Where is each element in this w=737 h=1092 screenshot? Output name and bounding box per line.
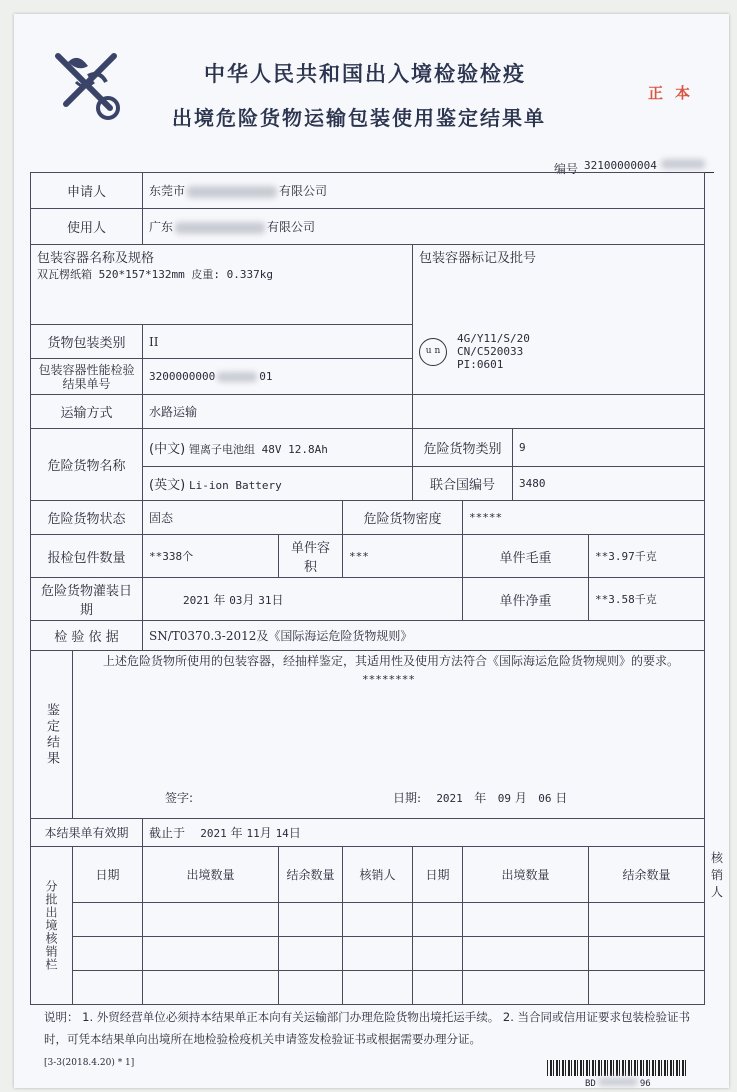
batch-label: 分批出境核销栏 — [44, 880, 58, 971]
dg-class-label: 危险货物类别 — [413, 429, 513, 467]
sign-label: 签字: — [165, 791, 194, 805]
marking-line1: 4G/Y11/S/20 — [457, 332, 530, 345]
result-stars: ******** — [362, 673, 416, 686]
container-marking-label: 包装容器标记及批号 — [419, 251, 537, 266]
batch-header: 核销人 — [343, 847, 413, 903]
unit-gross-label: 单件毛重 — [463, 535, 589, 578]
transport-mode-label: 运输方式 — [31, 395, 143, 429]
fill-date-value: 2021 年 03月 31日 — [143, 578, 463, 621]
batch-label-cell — [31, 847, 73, 1005]
batch-header: 结余数量 — [589, 847, 705, 903]
serial-number: 32100000004 — [584, 159, 714, 173]
dg-class-value: 9 — [513, 429, 705, 467]
batch-header: 日期 — [413, 847, 463, 903]
batch-header: 出境数量 — [463, 847, 589, 903]
un-no-value: 3480 — [513, 467, 705, 501]
validity-value: 截止于 2021 年 11月 14日 — [143, 819, 705, 847]
dg-density-label: 危险货物密度 — [343, 501, 463, 535]
result-text: 上述危险货物所使用的包装容器，经抽样鉴定，其适用性及使用方法符合《国际海运危险货物规则》的要求。 — [103, 654, 680, 668]
unit-gross-value: **3.97千克 — [589, 535, 705, 578]
form-number: [3-3(2018.4.20) * 1] — [44, 1058, 135, 1068]
document-title-line2: 出境危险货物运输包装使用鉴定结果单 — [172, 106, 546, 130]
dg-name-label: 危险货物名称 — [31, 429, 143, 501]
barcode-number: BD 96 — [585, 1079, 651, 1089]
dg-name-zh: (中文) 锂离子电池组 48V 12.8Ah — [143, 429, 413, 467]
un-symbol-icon: u n — [419, 338, 447, 366]
fill-date-label: 危险货物灌装日期 — [31, 578, 143, 621]
sign-date: 日期: 2021 年 09 月 06 日 — [393, 791, 568, 805]
unit-volume-value: *** — [343, 535, 463, 578]
pkg-count-value: **338个 — [143, 535, 279, 578]
container-spec-value: 双瓦楞纸箱 520*157*132mm 皮重: 0.337kg — [37, 268, 273, 281]
un-no-label: 联合国编号 — [413, 467, 513, 501]
unit-net-label: 单件净重 — [463, 578, 589, 621]
result-label: 鉴定结果 — [44, 702, 59, 767]
batch-header: 日期 — [73, 847, 143, 903]
user-label: 使用人 — [31, 209, 143, 245]
basis-label: 检 验 依 据 — [31, 621, 143, 651]
unit-volume-label: 单件容积 — [279, 535, 343, 578]
dg-name-en: (英文) Li-ion Battery — [143, 467, 413, 501]
container-marking-cell — [413, 245, 705, 395]
dg-density-value: ***** — [463, 501, 705, 535]
transport-mode-value: 水路运输 — [143, 395, 413, 429]
validity-label: 本结果单有效期 — [31, 819, 143, 847]
container-spec-label: 包装容器名称及规格 — [37, 251, 155, 266]
applicant-value: 东莞市 有限公司 — [143, 173, 705, 209]
document-title-line1: 中华人民共和国出入境检验检疫 — [204, 62, 526, 86]
serial-label: 编号 — [554, 162, 579, 176]
result-cell — [73, 651, 705, 819]
perf-result-value: 3200000000 01 — [143, 359, 413, 395]
result-form-table — [30, 172, 705, 1005]
marking-line3: PI:0601 — [457, 358, 504, 371]
applicant-label: 申请人 — [31, 173, 143, 209]
original-stamp: 正本 — [648, 84, 703, 102]
pkg-count-label: 报检包件数量 — [31, 535, 143, 578]
container-spec-cell — [31, 245, 413, 325]
packing-category-label: 货物包装类别 — [31, 325, 143, 359]
user-value: 广东 有限公司 — [143, 209, 705, 245]
perf-result-label: 包装容器性能检验结果单号 — [31, 359, 143, 395]
dg-state-label: 危险货物状态 — [31, 501, 143, 535]
result-label-cell — [31, 651, 73, 819]
barcode — [547, 1060, 687, 1076]
marking-line2: CN/C520033 — [457, 345, 524, 358]
batch-header: 出境数量 — [143, 847, 279, 903]
dg-state-value: 固态 — [143, 501, 343, 535]
unit-net-value: **3.58千克 — [589, 578, 705, 621]
ciq-logo-icon — [48, 42, 132, 126]
batch-header: 结余数量 — [279, 847, 343, 903]
packing-category-value: II — [143, 325, 413, 359]
basis-value: SN/T0370.3-2012及《国际海运危险货物规则》 — [143, 621, 705, 651]
footer-note: 说明： 1. 外贸经营单位必须持本结果单正本向有关运输部门办理危险货物出境托运手续。 2. 当合同或信用证要求包装检验证书时，可凭本结果单向出境所在地检验检疫机关申请签发检验证书或根据需要办理分证。 — [44, 1010, 691, 1046]
